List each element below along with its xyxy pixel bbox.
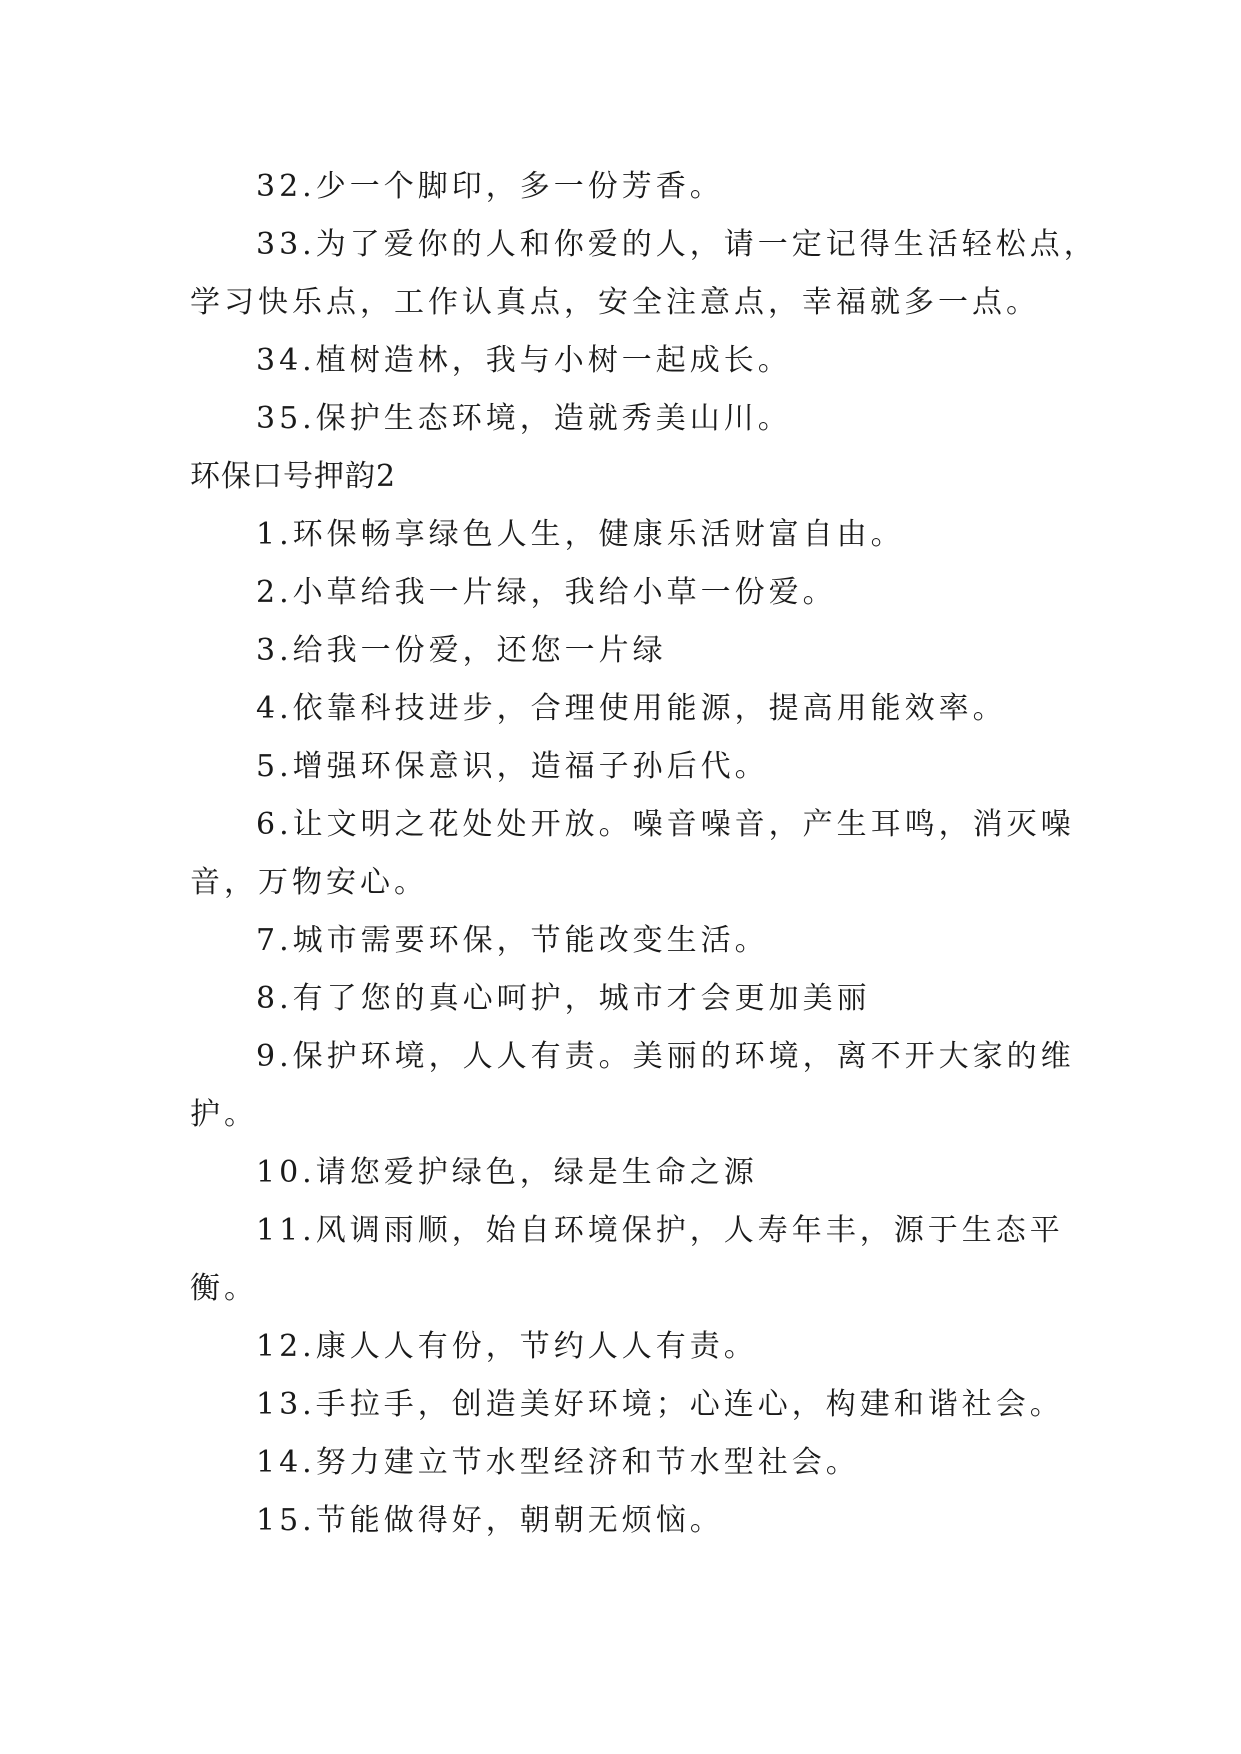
- text-line: 13.手拉手，创造美好环境；心连心，构建和谐社会。: [256, 1387, 1064, 1422]
- text-line: 护。: [190, 1097, 258, 1132]
- text-line: 14.努力建立节水型经济和节水型社会。: [256, 1445, 860, 1480]
- text-line: 11.风调雨顺，始自环境保护，人寿年丰，源于生态平: [256, 1213, 1064, 1248]
- text-line: 3.给我一份爱，还您一片绿: [256, 633, 667, 668]
- text-line: 7.城市需要环保，节能改变生活。: [256, 923, 769, 958]
- text-line: 学习快乐点，工作认真点，安全注意点，幸福就多一点。: [190, 285, 1040, 320]
- text-line: 6.让文明之花处处开放。噪音噪音，产生耳鸣，消灭噪: [256, 807, 1075, 842]
- text-line: 2.小草给我一片绿，我给小草一份爱。: [256, 575, 837, 610]
- text-line: 35.保护生态环境，造就秀美山川。: [256, 401, 792, 436]
- section-heading: 环保口号押韵2: [190, 459, 397, 494]
- text-line: 4.依靠科技进步，合理使用能源，提高用能效率。: [256, 691, 1007, 726]
- text-line: 34.植树造林，我与小树一起成长。: [256, 343, 792, 378]
- document-body: [190, 158, 1098, 1550]
- text-line: 15.节能做得好，朝朝无烦恼。: [256, 1503, 724, 1538]
- text-line: 衡。: [190, 1271, 258, 1306]
- text-line: 8.有了您的真心呵护，城市才会更加美丽: [256, 981, 871, 1016]
- text-line: 音，万物安心。: [190, 865, 428, 900]
- text-line: 10.请您爱护绿色，绿是生命之源: [256, 1155, 758, 1190]
- text-line: 33.为了爱你的人和你爱的人，请一定记得生活轻松点，: [256, 227, 1098, 262]
- text-line: 9.保护环境，人人有责。美丽的环境，离不开大家的维: [256, 1039, 1075, 1074]
- text-line: 32.少一个脚印，多一份芳香。: [256, 169, 724, 204]
- text-line: 12.康人人有份，节约人人有责。: [256, 1329, 758, 1364]
- text-line: 5.增强环保意识，造福子孙后代。: [256, 749, 769, 784]
- text-line: 1.环保畅享绿色人生，健康乐活财富自由。: [256, 517, 905, 552]
